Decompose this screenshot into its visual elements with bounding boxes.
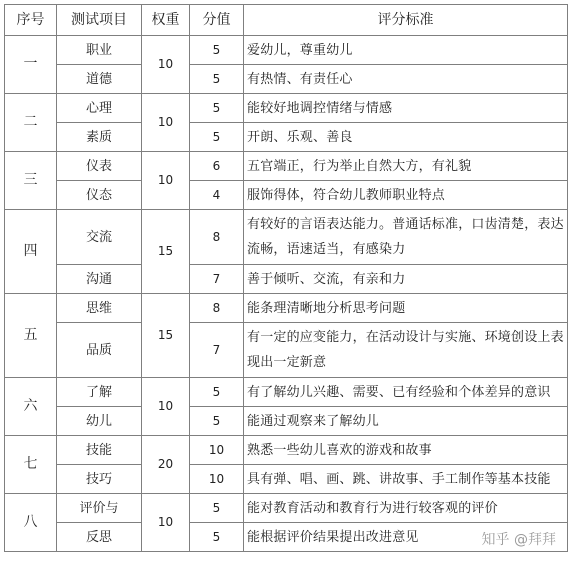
score-cell: 10 [190,436,244,465]
criteria-cell: 熟悉一些幼儿喜欢的游戏和故事 [244,436,568,465]
table-row [5,210,568,265]
criteria-cell: 五官端正，行为举止自然大方，有礼貌 [244,152,568,181]
weight-cell: 15 [142,210,190,294]
score-cell: 5 [190,378,244,407]
item-cell: 素质 [57,123,142,152]
item-cell: 交流 [57,210,142,265]
table-row [5,94,568,123]
criteria-cell: 有了解幼儿兴趣、需要、已有经验和个体差异的意识 [244,378,568,407]
table-row [5,36,568,65]
watermark: 知乎 @拜拜 [479,528,559,550]
table-header-row [5,5,568,36]
score-cell: 8 [190,210,244,265]
score-cell: 5 [190,523,244,552]
weight-cell: 10 [142,36,190,94]
weight-cell: 10 [142,494,190,552]
group-seq: 一 [5,36,57,94]
group-seq: 四 [5,210,57,294]
table-row [5,407,568,436]
item-cell: 技能 [57,436,142,465]
header-weight: 权重 [142,5,190,36]
table-row [5,465,568,494]
criteria-cell: 能较好地调控情绪与情感 [244,94,568,123]
header-criteria: 评分标准 [244,5,568,36]
item-cell: 幼儿 [57,407,142,436]
score-cell: 7 [190,323,244,378]
item-cell: 仪表 [57,152,142,181]
item-cell: 思维 [57,294,142,323]
table-row [5,152,568,181]
table-row [5,323,568,378]
criteria-cell: 爱幼儿，尊重幼儿 [244,36,568,65]
weight-cell: 20 [142,436,190,494]
score-cell: 5 [190,123,244,152]
item-cell: 评价与 [57,494,142,523]
item-cell: 品质 [57,323,142,378]
criteria-cell: 能条理清晰地分析思考问题 [244,294,568,323]
item-cell: 职业 [57,36,142,65]
evaluation-table [4,4,568,552]
item-cell: 仪态 [57,181,142,210]
item-cell: 心理 [57,94,142,123]
header-score: 分值 [190,5,244,36]
criteria-cell: 服饰得体，符合幼儿教师职业特点 [244,181,568,210]
score-cell: 5 [190,494,244,523]
group-seq: 七 [5,436,57,494]
score-cell: 5 [190,94,244,123]
table-row [5,65,568,94]
score-cell: 6 [190,152,244,181]
header-item: 测试项目 [57,5,142,36]
criteria-cell: 能通过观察来了解幼儿 [244,407,568,436]
group-seq: 八 [5,494,57,552]
item-cell: 了解 [57,378,142,407]
table-row [5,181,568,210]
table-row [5,123,568,152]
weight-cell: 10 [142,94,190,152]
table-row [5,436,568,465]
criteria-cell: 具有弹、唱、画、跳、讲故事、手工制作等基本技能 [244,465,568,494]
score-cell: 10 [190,465,244,494]
item-cell: 沟通 [57,265,142,294]
table-row [5,494,568,523]
group-seq: 二 [5,94,57,152]
score-cell: 4 [190,181,244,210]
group-seq: 三 [5,152,57,210]
header-seq: 序号 [5,5,57,36]
criteria-cell: 有热情、有责任心 [244,65,568,94]
group-seq: 六 [5,378,57,436]
criteria-cell: 开朗、乐观、善良 [244,123,568,152]
item-cell: 技巧 [57,465,142,494]
table-row [5,378,568,407]
weight-cell: 10 [142,378,190,436]
score-cell: 7 [190,265,244,294]
criteria-cell: 能对教育活动和教育行为进行较客观的评价 [244,494,568,523]
score-cell: 5 [190,407,244,436]
score-cell: 5 [190,65,244,94]
table-row [5,294,568,323]
weight-cell: 10 [142,152,190,210]
criteria-cell: 能根据评价结果提出改进意见 [244,523,568,552]
table-row [5,265,568,294]
item-cell: 反思 [57,523,142,552]
criteria-cell: 善于倾听、交流，有亲和力 [244,265,568,294]
weight-cell: 15 [142,294,190,378]
item-cell: 道德 [57,65,142,94]
criteria-cell: 有较好的言语表达能力。普通话标准，口齿清楚，表达流畅，语速适当，有感染力 [244,210,568,265]
score-cell: 5 [190,36,244,65]
score-cell: 8 [190,294,244,323]
group-seq: 五 [5,294,57,378]
criteria-cell: 有一定的应变能力，在活动设计与实施、环境创设上表现出一定新意 [244,323,568,378]
